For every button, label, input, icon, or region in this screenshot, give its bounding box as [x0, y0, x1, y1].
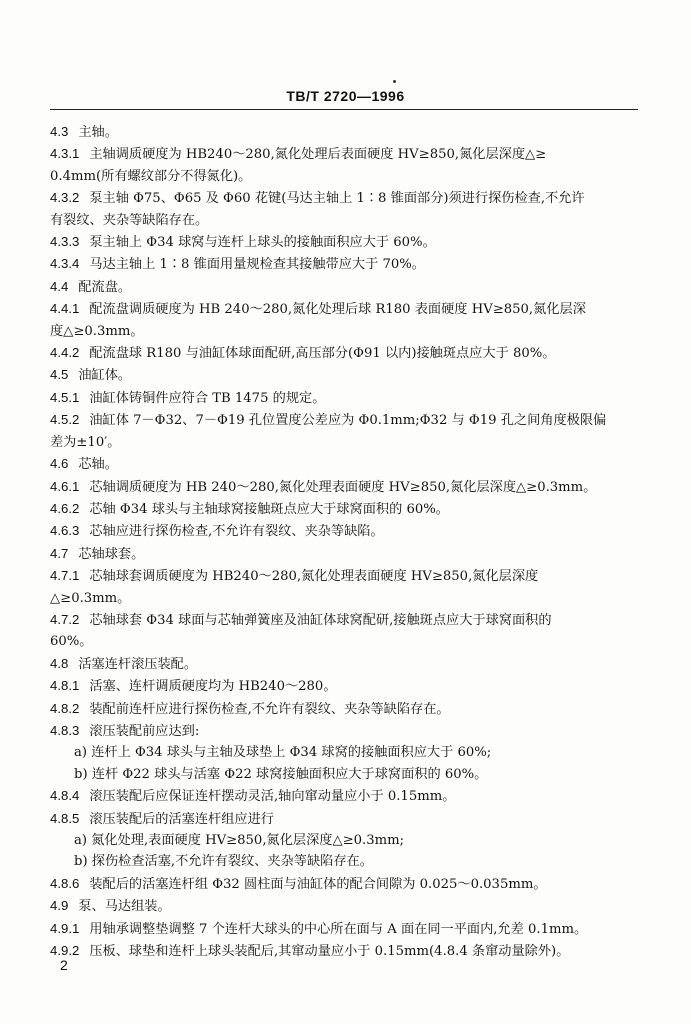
- clause-4-8-4: 4.8.4 滚压装配后应保证连杆摆动灵活,轴向窜动量应小于 0.15mm。: [50, 788, 456, 805]
- scan-speck: [393, 80, 396, 83]
- document-body: [50, 121, 640, 962]
- section-heading-4-3: 4.3 主轴。: [50, 124, 118, 140]
- clause-4-8-3-item-a: a) 连杆上 Φ34 球头与主轴及球垫上 Φ34 球窝的接触面积应大于 60%;: [74, 745, 492, 761]
- section-heading-4-5: 4.5 油缸体。: [50, 367, 132, 384]
- clause-4-4-1-cont: 度△≥0.3mm。: [50, 323, 144, 339]
- clause-4-3-2: 4.3.2 泵主轴 Φ75、Φ65 及 Φ60 花键(马达主轴上 1∶8 锥面部分)须进行探伤检查,不允许: [50, 190, 585, 207]
- clause-4-8-3: 4.8.3 滚压装配前应达到:: [50, 722, 200, 739]
- section-heading-4-7: 4.7 芯轴球套。: [50, 545, 145, 562]
- section-heading-4-8: 4.8 活塞连杆滚压装配。: [50, 655, 198, 672]
- clause-4-3-2-cont: 有裂纹、夹杂等缺陷存在。: [50, 212, 209, 228]
- clause-4-8-6: 4.8.6 装配后的活塞连杆组 Φ32 圆柱面与油缸体的配合间隙为 0.025～0.035mm。: [50, 875, 547, 892]
- clause-4-8-5-item-a: a) 氮化处理,表面硬度 HV≥850,氮化层深度△≥0.3mm;: [74, 833, 405, 848]
- clause-4-8-2: 4.8.2 装配前连杆应进行探伤检查,不允许有裂纹、夹杂等缺陷存在。: [50, 700, 450, 717]
- clause-4-4-1: 4.4.1 配流盘调质硬度为 HB 240～280,氮化处理后球 R180 表面硬度 HV≥850,氮化层深: [50, 301, 586, 318]
- clause-4-3-4: 4.3.4 马达主轴上 1∶8 锥面用量规检查其接触带应大于 70%。: [50, 256, 425, 273]
- clause-4-8-3-item-b: b) 连杆 Φ22 球头与活塞 Φ22 球窝接触面积应大于球窝面积的 60%。: [74, 766, 488, 782]
- clause-4-9-1: 4.9.1 用轴承调整垫调整 7 个连杆大球头的中心所在面与 A 面在同一平面内,允差 0.1mm。: [50, 920, 588, 937]
- clause-4-3-1: 4.3.1 主轴调质硬度为 HB240～280,氮化处理后表面硬度 HV≥850,氮化层深度△≥: [50, 146, 547, 163]
- clause-4-6-3: 4.6.3 芯轴应进行探伤检查,不允许有裂纹、夹杂等缺陷。: [50, 523, 384, 540]
- clause-4-8-1: 4.8.1 活塞、连杆调质硬度均为 HB240～280。: [50, 678, 337, 695]
- clause-4-3-3: 4.3.3 泵主轴上 Φ34 球窝与连杆上球头的接触面积应大于 60%。: [50, 234, 436, 251]
- section-heading-4-6: 4.6 芯轴。: [50, 456, 118, 473]
- clause-4-4-2: 4.4.2 配流盘球 R180 与油缸体球面配研,高压部分(Φ91 以内)接触斑点应大于 80%。: [50, 345, 556, 362]
- clause-4-9-2: 4.9.2 压板、球垫和连杆上球头装配后,其窜动量应小于 0.15mm(4.8.4 条窜动量除外)。: [50, 943, 570, 960]
- clause-4-6-1: 4.6.1 芯轴调质硬度为 HB 240～280,氮化处理表面硬度 HV≥850,氮化层深度△≥0.3mm。: [50, 478, 597, 495]
- header-rule: [50, 109, 638, 110]
- section-heading-4-9: 4.9 泵、马达组装。: [50, 898, 171, 915]
- page-number: 2: [60, 957, 68, 973]
- clause-4-8-5-item-b: b) 探伤检查活塞,不允许有裂纹、夹杂等缺陷存在。: [74, 854, 373, 870]
- clause-4-7-2-cont: 60%。: [50, 634, 93, 650]
- clause-4-7-1: 4.7.1 芯轴球套调质硬度为 HB240～280,氮化处理表面硬度 HV≥850,氮化层深度: [50, 568, 539, 585]
- clause-4-5-2: 4.5.2 油缸体 7－Φ32、7－Φ19 孔位置度公差应为 Φ0.1mm;Φ32 与 Φ19 孔之间角度极限偏: [50, 412, 607, 429]
- clause-4-5-1: 4.5.1 油缸体铸铜件应符合 TB 1475 的规定。: [50, 389, 326, 406]
- standard-code-header: TB/T 2720—1996: [286, 88, 405, 104]
- clause-4-6-2: 4.6.2 芯轴 Φ34 球头与主轴球窝接触斑点应大于球窝面积的 60%。: [50, 500, 449, 517]
- section-heading-4-4: 4.4 配流盘。: [50, 278, 132, 295]
- clause-4-5-2-cont: 差为±10′。: [50, 434, 121, 450]
- clause-4-7-1-cont: △≥0.3mm。: [50, 590, 131, 606]
- clause-4-3-1-cont: 0.4mm(所有螺纹部分不得氮化)。: [50, 168, 252, 184]
- clause-4-7-2: 4.7.2 芯轴球套 Φ34 球面与芯轴弹簧座及油缸体球窝配研,接触斑点应大于球窝面积的: [50, 611, 552, 628]
- clause-4-8-5: 4.8.5 滚压装配后的活塞连杆组应进行: [50, 810, 274, 827]
